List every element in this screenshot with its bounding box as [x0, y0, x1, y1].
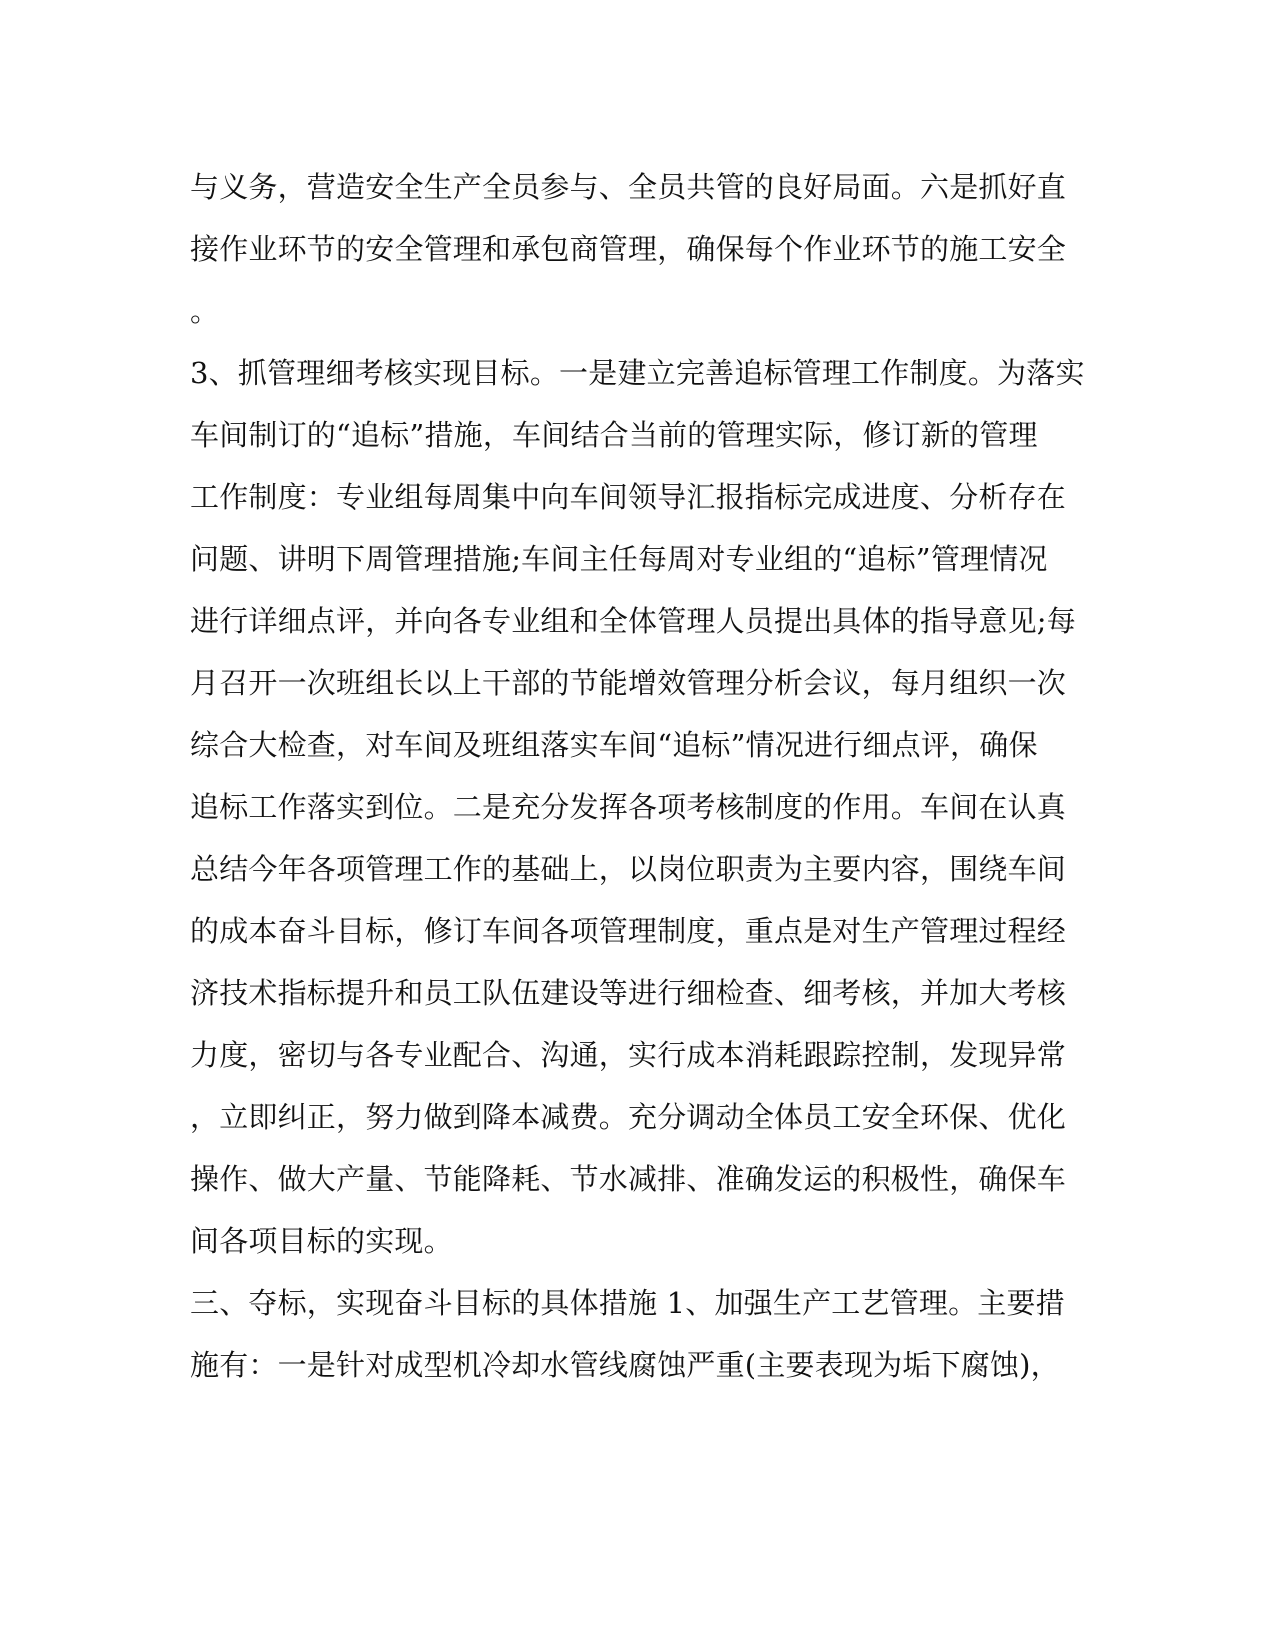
text-line: 与义务，营造安全生产全员参与、全员共管的良好局面。六是抓好直	[190, 170, 1067, 204]
text-line: 的成本奋斗目标，修订车间各项管理制度，重点是对生产管理过程经	[190, 914, 1067, 948]
text-line: 三、夺标，实现奋斗目标的具体措施 1、加强生产工艺管理。主要措	[190, 1286, 1065, 1320]
text-line: 车间制订的“追标”措施，车间结合当前的管理实际，修订新的管理	[190, 418, 1038, 452]
text-line: 问题、讲明下周管理措施;车间主任每周对专业组的“追标”管理情况	[190, 542, 1048, 576]
text-line: 操作、做大产量、节能降耗、节水减排、准确发运的积极性，确保车	[190, 1162, 1067, 1196]
text-line: 济技术指标提升和员工队伍建设等进行细检查、细考核，并加大考核	[190, 976, 1067, 1010]
text-line: 工作制度：专业组每周集中向车间领导汇报指标完成进度、分析存在	[190, 480, 1067, 514]
text-line: 综合大检查，对车间及班组落实车间“追标”情况进行细点评，确保	[190, 728, 1038, 762]
text-line: 进行详细点评，并向各专业组和全体管理人员提出具体的指导意见;每	[190, 604, 1076, 638]
text-line: 接作业环节的安全管理和承包商管理，确保每个作业环节的施工安全	[190, 232, 1067, 266]
text-line: 间各项目标的实现。	[190, 1224, 453, 1258]
text-line: 3、抓管理细考核实现目标。一是建立完善追标管理工作制度。为落实	[190, 356, 1085, 390]
text-line: ，立即纠正，努力做到降本减费。充分调动全体员工安全环保、优化	[190, 1100, 1067, 1134]
text-line: 。	[190, 294, 220, 328]
body-text	[190, 156, 1090, 1396]
text-line: 总结今年各项管理工作的基础上，以岗位职责为主要内容，围绕车间	[190, 852, 1067, 886]
text-line: 追标工作落实到位。二是充分发挥各项考核制度的作用。车间在认真	[190, 790, 1067, 824]
text-line: 力度，密切与各专业配合、沟通，实行成本消耗跟踪控制，发现异常	[190, 1038, 1067, 1072]
text-line: 月召开一次班组长以上干部的节能增效管理分析会议，每月组织一次	[190, 666, 1067, 700]
text-line: 施有：一是针对成型机冷却水管线腐蚀严重(主要表现为垢下腐蚀)，	[190, 1348, 1060, 1382]
